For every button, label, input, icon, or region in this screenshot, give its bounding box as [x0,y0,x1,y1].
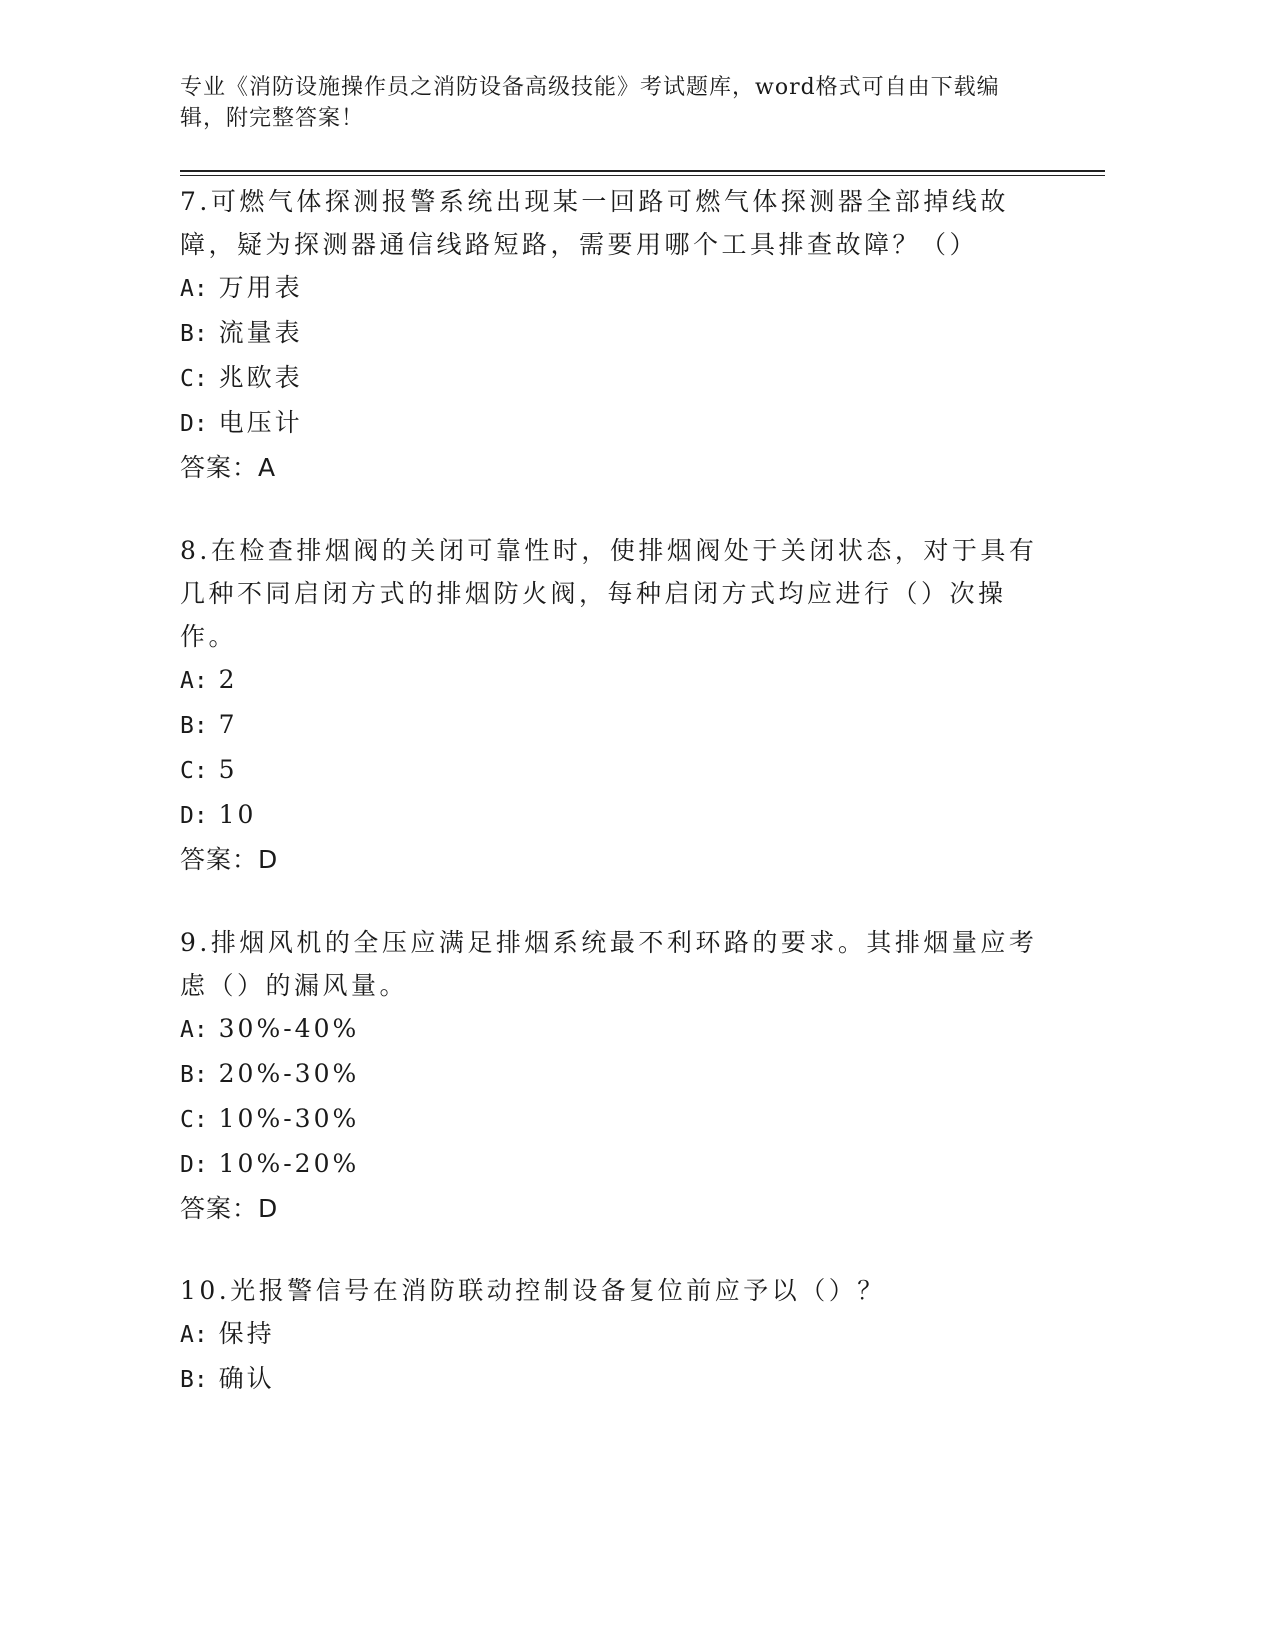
option-b [180,1357,1040,1402]
option-text: 10 [218,800,257,829]
option-d [180,793,1040,838]
option-label: C: [180,366,208,392]
option-label: B: [180,713,208,739]
option-a [180,658,1040,703]
question-stem: 10.光报警信号在消防联动控制设备复位前应予以（）？ [180,1276,886,1305]
option-text: 10%-20% [218,1149,360,1178]
option-text: 流量表 [218,318,303,347]
option-text: 2 [218,665,238,694]
option-text: 10%-30% [218,1104,360,1133]
option-label: A: [180,1322,208,1348]
option-label: D: [180,1152,208,1178]
option-text: 20%-30% [218,1059,360,1088]
option-label: D: [180,411,208,437]
option-label: B: [180,1367,208,1393]
option-text: 5 [218,755,238,784]
header-divider-thick [180,170,1105,172]
option-a [180,266,1040,311]
option-c [180,356,1040,401]
option-text: 确认 [218,1364,275,1393]
option-text: 30%-40% [218,1014,360,1043]
question-10 [180,1269,1040,1402]
answer-line: 答案：A [180,453,277,482]
option-text: 7 [218,710,238,739]
answer-line: 答案：D [180,845,279,874]
option-a [180,1007,1040,1052]
question-7 [180,180,1040,490]
answer-line: 答案：D [180,1194,279,1223]
header-divider-thin [180,175,1105,176]
option-a [180,1312,1040,1357]
option-b [180,1052,1040,1097]
option-c [180,748,1040,793]
option-label: D: [180,803,208,829]
option-label: A: [180,276,208,302]
option-text: 电压计 [218,408,303,437]
question-stem: 8.在检查排烟阀的关闭可靠性时，使排烟阀处于关闭状态，对于具有几种不同启闭方式的排烟防火阀，每种启闭方式均应进行（）次操作。 [180,536,1038,651]
question-stem: 9.排烟风机的全压应满足排烟系统最不利环路的要求。其排烟量应考虑（）的漏风量。 [180,928,1038,1000]
question-stem: 7.可燃气体探测报警系统出现某一回路可燃气体探测器全部掉线故障，疑为探测器通信线路短路，需要用哪个工具排查故障？（） [180,187,1009,259]
option-label: A: [180,668,208,694]
option-text: 兆欧表 [218,363,303,392]
option-b [180,703,1040,748]
option-c [180,1097,1040,1142]
question-9 [180,921,1040,1231]
option-label: A: [180,1017,208,1043]
question-8 [180,529,1040,882]
option-text: 万用表 [218,273,303,302]
option-label: C: [180,1107,208,1133]
option-text: 保持 [218,1319,275,1348]
option-d [180,401,1040,446]
document-intro: 专业《消防设施操作员之消防设备高级技能》考试题库，word格式可自由下载编辑，附完整答案！ [180,75,1000,131]
option-b [180,311,1040,356]
option-label: B: [180,1062,208,1088]
option-label: C: [180,758,208,784]
option-d [180,1142,1040,1187]
option-label: B: [180,321,208,347]
